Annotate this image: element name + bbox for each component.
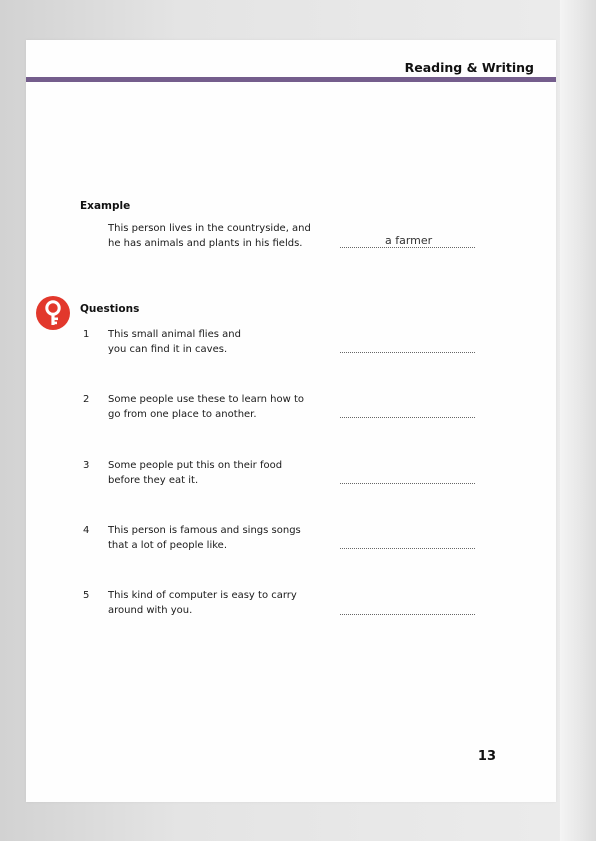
- header-rule: [26, 77, 556, 82]
- question-prompt: [108, 392, 323, 422]
- example-answer: a farmer: [385, 234, 433, 247]
- questions-heading: Questions: [80, 303, 140, 315]
- question-prompt-line: around with you.: [108, 605, 193, 616]
- example-prompt: [108, 221, 323, 251]
- question-number: 1: [83, 329, 90, 340]
- question-number: 3: [83, 460, 90, 471]
- answer-field[interactable]: [340, 403, 475, 418]
- question-prompt: [108, 523, 323, 553]
- question-prompt-line: This kind of computer is easy to carry: [108, 590, 297, 601]
- question-prompt-line: Some people use these to learn how to: [108, 394, 305, 405]
- answer-field[interactable]: [340, 600, 475, 615]
- question-number: 5: [83, 590, 90, 601]
- example-prompt-line: he has animals and plants in his fields.: [108, 238, 303, 249]
- question-prompt: [108, 327, 323, 357]
- question-prompt-line: This person is famous and sings songs: [108, 525, 301, 536]
- question-prompt-line: that a lot of people like.: [108, 540, 228, 551]
- page-number: 13: [477, 749, 496, 764]
- example-prompt-line: This person lives in the countryside, and: [108, 223, 311, 234]
- question-prompt-line: you can find it in caves.: [108, 344, 228, 355]
- example-heading: Example: [80, 200, 131, 212]
- key-icon: [36, 296, 70, 330]
- question-prompt-line: go from one place to another.: [108, 409, 257, 420]
- question-number: 2: [83, 394, 90, 405]
- answer-field[interactable]: [340, 534, 475, 549]
- question-prompt: [108, 588, 323, 618]
- question-prompt: [108, 458, 323, 488]
- answer-field[interactable]: [340, 469, 475, 484]
- answer-field[interactable]: [340, 338, 475, 353]
- example-answer-line: [340, 233, 475, 248]
- question-prompt-line: This small animal flies and: [108, 329, 241, 340]
- page-edge-shadow: [560, 0, 596, 841]
- question-prompt-line: Some people put this on their food: [108, 460, 283, 471]
- worksheet-page: [26, 40, 556, 802]
- question-number: 4: [83, 525, 90, 536]
- header-title: Reading & Writing: [404, 60, 534, 75]
- question-prompt-line: before they eat it.: [108, 475, 199, 486]
